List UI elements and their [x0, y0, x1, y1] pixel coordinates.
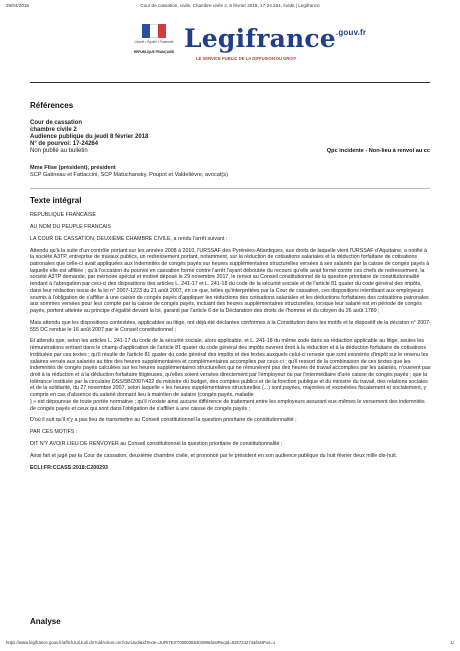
references-heading: Références [30, 101, 74, 110]
print-date: 28/04/2018 [6, 3, 29, 8]
marianne-seal [130, 24, 178, 60]
paragraph: Et attendu que, selon les articles L. 241-17 du code de la sécurité sociale, alors applicable, et L. 241-18 du même code dans sa rédaction applicable au litige, seules les rémunérations entrant dans le champ d'application de l'article 81 quater du code général des impôts ouvrent droit à la réduction et à la déduction forfaitaire de cotisations instituées par ces textes ; qu'il résulte de l'article 81 quater du code général des impôts et des textes auxquels celui-ci renvoie que sont exonérés d'impôt sur le revenu les salaires versés aux salariés au titre des heures supplémentaires et complémentaires accomplies par ceux-ci ; qu'il ressort de la combinaison de ces textes que les indemnités de congés payés calculées sur les heures supplémentaires structurelles qui ne rémunèrent pas des heures de travail accomplies par les salariés, n'ouvrent pas droit à la réduction et à la déduction forfaitaire litigieuses, qu'elles soient versées directement par l'employeur ou par l'intermédiaire d'une caisse de congés payés ; que la tolérance instituée par la circulaire DSS/5B/2007/422 du ministre du budget, des comptes publics et de la fonction publique et du ministre du travail, des relations sociales et de la solidarité, du 27 novembre 2007, selon laquelle « les heures supplémentaires structurelles (...) sont payées, majorées et exonérées fiscalement et socialement, y compris en cas d'absence du salarié donnant lieu à maintien de salaire (congés payés, maladie [30, 338, 431, 399]
paragraph: D'où il suit qu'il n'y a pas lieu de transmettre au Conseil constitutionnel la question prioritaire de constitutionnalité ; [30, 417, 297, 424]
brand-name [184, 24, 366, 53]
court-line: LA COUR DE CASSATION, DEUXIÈME CHAMBRE CIVILE, a rendu l'arrêt suivant : [30, 235, 228, 242]
paragraph: Attendu qu'à la suite d'un contrôle portant sur les années 2008 à 2010, l'URSSAF des Pyrénées-Atlantiques, aux droits de laquelle vient l'URSSAF d'Aquitaine, a notifié à la société A3TP, entreprise de travaux publics, un redressement portant, notamment, sur la réduction de cotisations salariales et la déduction forfaitaire de cotisations patronales que celle-ci avait appliquées aux indemnités de congés payés sur heures supplémentaires structurelles versées à ses salariés par la caisse de congés payés à laquelle elle est affiliée ; qu'à l'occasion du pourvoi en cassation formé contre l'arrêt l'ayant déboutée du recours qu'elle avait formé contre ces chefs de redressement, la société A3TP demande, par mémoire spécial et motivé déposé le 29 novembre 2017, le renvoi au Conseil constitutionnel de la question prioritaire de constitutionnalité tendant à l'abrogation par ceci-ci des dispositions des articles L. 241-17 et L. 241-18 du code de la sécurité sociale et de l'article 81 quater du code général des impôts, dans leur rédaction issue de la loi n° 2007-1223 du 21 août 2007, en ce que, telles qu'interprétées par la Cour de cassation, ces dispositions interdisant aux employeurs soumis à l'obligation de s'affilier à une caisse de congés payés d'appliquer les réductions des cotisations salariales et les déductions forfaitaires des cotisations patronales aux sommes versées pour leur compte par la caisse de congés payés, incluant des heures supplémentaires structurelles, lorsque leur salarié est en période de congés payés, portent atteinte au principe d'égalité devant la loi, garanti par l'article 6 de la Déclaration des droits de l'homme et du citoyen du 26 août 1789 ; [30, 247, 430, 314]
analysis-heading: Analyse [30, 617, 61, 626]
paragraph: DIT N'Y AVOIR LIEU DE RENVOYER au Conseil constitutionnel la question prioritaire de constitutionnalité ; [30, 441, 283, 448]
president-line: Mme Flise (président), président [30, 165, 116, 171]
seal-motto: Liberté • Égalité • Fraternité [134, 40, 174, 44]
ecli-identifier: ECLI:FR:CCASS:2018:C200293 [30, 464, 109, 471]
full-text-heading: Texte intégral [30, 196, 82, 205]
print-header [6, 3, 454, 11]
paragraph: Ainsi fait et jugé par la Cour de cassation, deuxième chambre civile, et prononcé par le président en son audience publique du huit février deux mille dix-huit. [30, 453, 398, 460]
parties-block [30, 165, 435, 178]
hearing-date: Audience publique du jeudi 8 février 2018 [30, 134, 149, 140]
chamber-name: chambre civile 2 [30, 127, 77, 133]
page-url[interactable]: https://www.legifrance.gouv.fr/affichJuriJudi.do?oldAction=rechJuriJudi&idTexte=JURITEXT000036630298&fastReqId=825724274&fastPos=1 [6, 640, 276, 645]
brand-tagline: LE SERVICE PUBLIC DE LA DIFFUSION DU DROIT [196, 56, 297, 61]
lawyers-line: SCP Gatineau et Fattaccini, SCP Matuchansky, Poupot et Valdelièvre, avocat(s) [30, 171, 228, 178]
paragraph: PAR CES MOTIFS : [30, 429, 78, 436]
paragraph: Mais attendu que les dispositions contestées, applicables au litige, ont déjà été déclarées conformes à la Constitution dans les motifs et le dispositif de la décision n° 2007-555 DC rendue le 16 août 2007 par le Conseil constitutionnel ; [30, 319, 431, 333]
seal-republic: RÉPUBLIQUE FRANÇAISE [133, 50, 175, 54]
divider-mid [30, 188, 430, 189]
court-name: Cour de cassation [30, 120, 83, 126]
page-number: 1/ [450, 640, 454, 645]
legifrance-logo[interactable] [130, 22, 365, 74]
republic-line: REPUBLIQUE FRANCAISE [30, 212, 96, 218]
brand-text: Legifrance [184, 24, 336, 53]
brand-suffix: .gouv.fr [335, 28, 367, 37]
paragraph: ) » est dépourvue de toute portée normative ; qu'il n'existe ainsi aucune différence de traitement entre les employeurs assurant eux-mêmes le versement des indemnités de congés payés et ceux qui sont dans l'obligation de s'affilier à une caisse de congés payés ; [30, 398, 425, 412]
french-flag-icon [142, 24, 166, 38]
print-title: Cour de cassation, civile, Chambre civile 2, 8 février 2018, 17-24.264, Inédit | Legifrance [140, 3, 320, 8]
publication-status: Non publié au bulletin [30, 148, 88, 154]
qpc-status: Qpc incidente - Non-lieu à renvoi au cc [326, 148, 430, 154]
appeal-number: N° de pourvoi: 17-24264 [30, 141, 99, 147]
print-footer [6, 640, 454, 648]
divider-top [30, 82, 430, 83]
people-line: AU NOM DU PEUPLE FRANCAIS [30, 223, 111, 230]
decision-text [30, 212, 432, 477]
